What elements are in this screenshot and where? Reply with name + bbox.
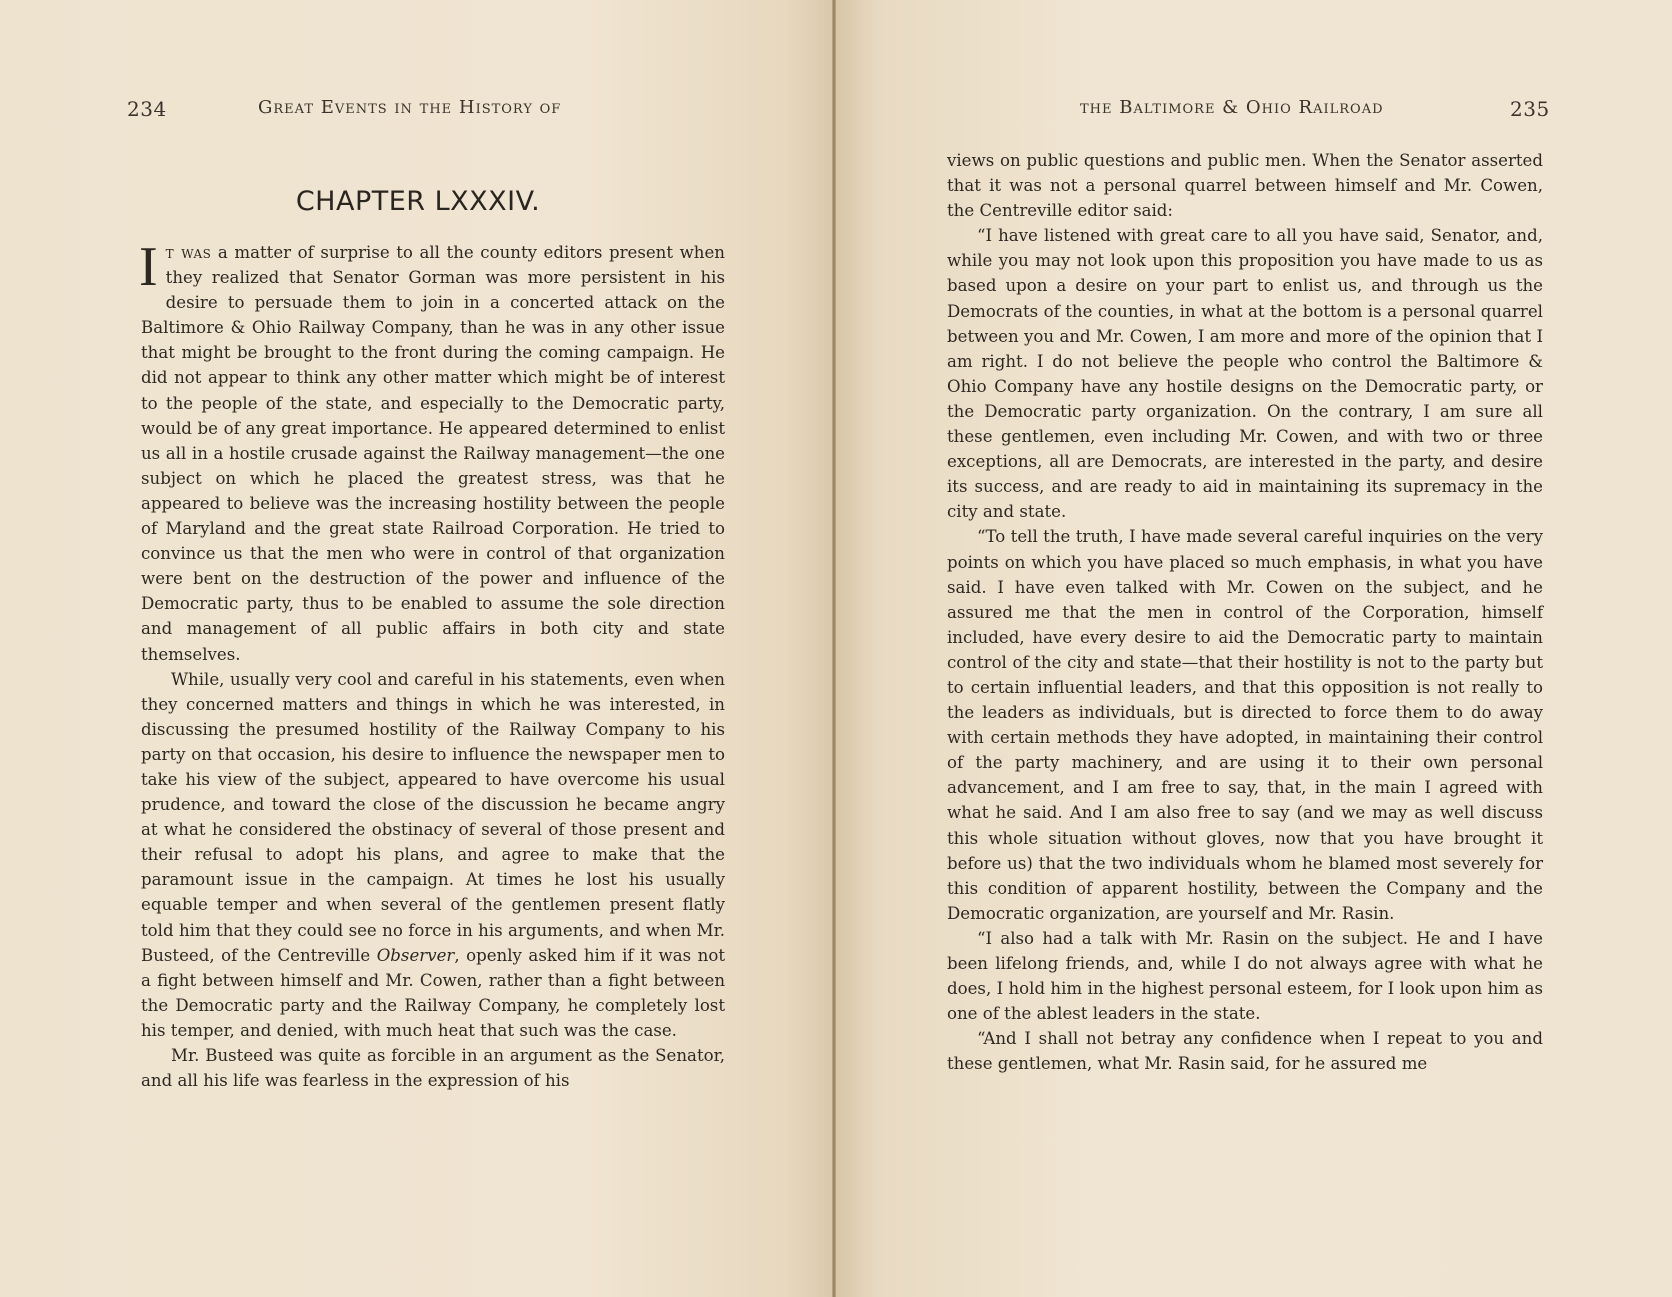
paragraph — [141, 667, 725, 1043]
right-page-number: 235 — [1510, 97, 1550, 121]
book-gutter — [832, 0, 836, 1297]
right-running-head: the Baltimore & Ohio Railroad — [1080, 97, 1384, 118]
paragraph — [139, 236, 725, 667]
paragraph-text: a matter of surprise to all the county editors present when they realized that Senator Gorman was more persistent in his desire to persuade them to join in a concerted attack on the Baltimore & Ohio Railway Company, than he was in any other issue that might be brought to the front during the coming campaign. He did not appear to think any other matter which might be of interest to the people of the state, and especially to the Democratic party, would be of any great importance. He appeared determined to enlist us all in a hostile crusade against the Railway management—the one subject on which he placed the greatest stress, was that he appeared to believe was the increasing hostility between the people of Maryland and the great state Railroad Corporation. He tried to convince us that the men who were in control of that organization were bent on the destruction of the power and influence of the Democratic party, thus to be enabled to assume the sole direction and management of all public affairs in both city and state themselves. — [141, 243, 725, 664]
left-page-number: 234 — [127, 97, 167, 121]
left-running-head: Great Events in the History of — [258, 97, 562, 118]
paragraph-text: , openly asked him if it was not a fight between himself and Mr. Cowen, rather than a fight between the Democratic party and the Railway Company, he completely lost his temper, and denied, with much heat that such was the case. — [141, 945, 725, 1040]
right-page-header — [836, 97, 1672, 127]
paragraph: “I have listened with great care to all you have said, Senator, and, while you may not look upon this proposition you have made to us as based upon a desire on your part to enlist us, and through us the Democrats of the counties, in what at the bottom is a personal quarrel between you and Mr. Cowen, I am more and more of the opinion that I am right. I do not believe the people who control the Baltimore & Ohio Company have any hostile designs on the Democratic party, or the Democratic party organization. On the contrary, I am sure all these gentlemen, even including Mr. Cowen, and with two or three exceptions, all are Democrats, are interested in the party, and desire its success, and are ready to aid in maintaining its supremacy in the city and state. — [947, 226, 1543, 522]
paragraph: “To tell the truth, I have made several careful inquiries on the very points on which you have placed so much emphasis, in what you have said. I have even talked with Mr. Cowen on the subject, and he assured me that the men in control of the Corporation, himself included, have every desire to aid the Democratic party to maintain control of the city and state—that their hostility is not to the party but to certain influential leaders, and that this opposition is not really to the leaders as individuals, but is directed to force them to do away with certain methods they have adopted, in maintaining their control of the party machinery, and are using it to their own personal advancement, and I am free to say, that, in the main I agreed with what he said. And I am also free to say (and we may as well discuss this whole situation without gloves, now that you have brought it before us) that the two individuals whom he blamed most severely for this condition of apparent hostility, between the Company and the Democratic organization, are yourself and Mr. Rasin. — [947, 527, 1543, 923]
paragraph: views on public questions and public men. When the Senator asserted that it was not a personal quarrel between himself and Mr. Cowen, the Centreville editor said: — [947, 151, 1543, 221]
chapter-title: CHAPTER LXXXIV. — [295, 186, 541, 217]
paragraph: “I also had a talk with Mr. Rasin on the subject. He and I have been lifelong friends, and, while I do not always agree with what he does, I hold him in the highest personal esteem, for I look upon him as one of the ablest leaders in the state. — [947, 928, 1543, 1024]
right-page-body — [947, 148, 1543, 1076]
right-page — [836, 0, 1672, 1297]
paragraph-text: Mr. Busteed was quite as forcible in an argument as the Senator, and all his life was fearless in the expression of his — [141, 1046, 725, 1091]
left-page-body — [139, 236, 725, 1093]
lead-words: t was — [165, 243, 212, 262]
newspaper-title: Observer — [376, 945, 455, 965]
drop-cap: I — [139, 236, 158, 298]
paragraph — [141, 1043, 725, 1093]
left-page-header — [0, 97, 836, 127]
paragraph: “And I shall not betray any confidence when I repeat to you and these gentlemen, what Mr. Rasin said, for he assured me — [947, 1029, 1543, 1074]
paragraph-text: While, usually very cool and careful in his statements, even when they concerned matters and things in which he was interested, in discussing the presumed hostility of the Railway Company to his party on that occasion, his desire to influence the newspaper men to take his view of the subject, appeared to have overcome his usual prudence, and toward the close of the discussion he became angry at what he considered the obstinacy of several of those present and their refusal to adopt his plans, and agree to make that the paramount issue in the campaign. At times he lost his usually equable temper and when several of the gentlemen present flatly told him that they could see no force in his arguments, and when Mr. Busteed, of the Centreville — [141, 669, 725, 965]
